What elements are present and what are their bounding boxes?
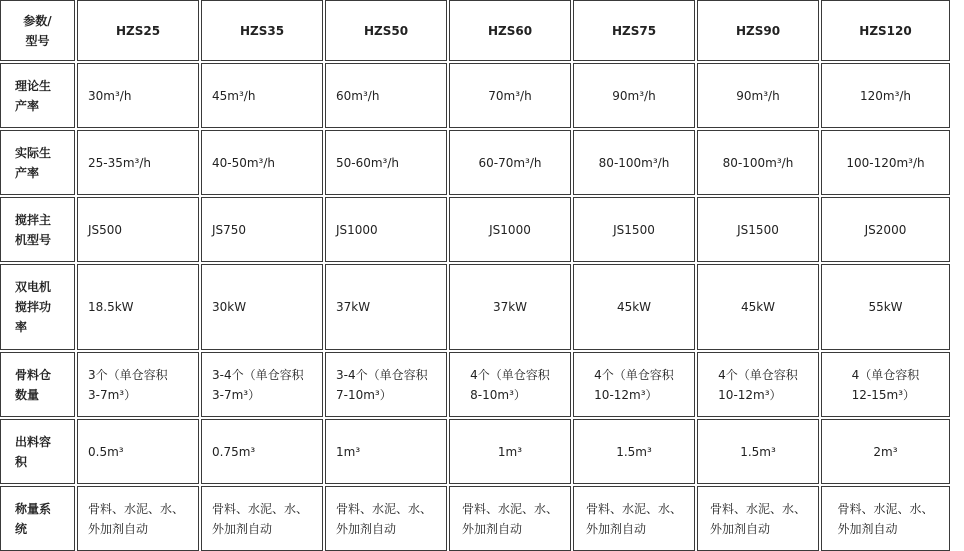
table-cell: 2m³ — [821, 419, 950, 484]
table-cell: 骨料、水泥、水、 外加剂自动 — [201, 486, 323, 551]
model-header: HZS50 — [325, 0, 447, 61]
table-cell: 80-100m³/h — [697, 130, 819, 195]
model-header: HZS60 — [449, 0, 571, 61]
table-cell: 4个（单仓容积 8-10m³） — [449, 352, 571, 417]
row-label-theoretical-productivity: 理论生 产率 — [0, 63, 75, 128]
table-cell: 30kW — [201, 264, 323, 350]
table-cell: 3-4个（单仓容积 3-7m³） — [201, 352, 323, 417]
table-cell: 90m³/h — [697, 63, 819, 128]
model-header: HZS90 — [697, 0, 819, 61]
table-cell: 37kW — [325, 264, 447, 350]
table-cell: 45kW — [697, 264, 819, 350]
table-cell: 0.75m³ — [201, 419, 323, 484]
table-cell: 4个（单仓容积 10-12m³） — [697, 352, 819, 417]
table-cell: 骨料、水泥、水、 外加剂自动 — [449, 486, 571, 551]
table-cell: 100-120m³/h — [821, 130, 950, 195]
table-cell: 骨料、水泥、水、 外加剂自动 — [573, 486, 695, 551]
table-cell: 1m³ — [449, 419, 571, 484]
table-cell: JS1000 — [325, 197, 447, 262]
table-cell: 1m³ — [325, 419, 447, 484]
table-cell: JS500 — [77, 197, 199, 262]
table-cell: 37kW — [449, 264, 571, 350]
table-cell: 4个（单仓容积 10-12m³） — [573, 352, 695, 417]
table-cell: 60m³/h — [325, 63, 447, 128]
table-cell: 40-50m³/h — [201, 130, 323, 195]
table-cell: JS2000 — [821, 197, 950, 262]
row-label-mixer-model: 搅拌主 机型号 — [0, 197, 75, 262]
table-cell: 70m³/h — [449, 63, 571, 128]
table-cell: 1.5m³ — [573, 419, 695, 484]
model-header: HZS35 — [201, 0, 323, 61]
table-cell: JS1000 — [449, 197, 571, 262]
table-cell: 骨料、水泥、水、 外加剂自动 — [325, 486, 447, 551]
row-label-weighing-system: 称量系 统 — [0, 486, 75, 551]
table-cell: 1.5m³ — [697, 419, 819, 484]
table-cell: JS1500 — [573, 197, 695, 262]
table-cell: 50-60m³/h — [325, 130, 447, 195]
table-cell: 55kW — [821, 264, 950, 350]
table-cell: 骨料、水泥、水、 外加剂自动 — [77, 486, 199, 551]
row-label-aggregate-bins: 骨料仓 数量 — [0, 352, 75, 417]
table-cell: 90m³/h — [573, 63, 695, 128]
table-cell: 3个（单仓容积 3-7m³） — [77, 352, 199, 417]
table-cell: 80-100m³/h — [573, 130, 695, 195]
table-cell: JS1500 — [697, 197, 819, 262]
model-header: HZS120 — [821, 0, 950, 61]
table-cell: 骨料、水泥、水、 外加剂自动 — [697, 486, 819, 551]
table-cell: 25-35m³/h — [77, 130, 199, 195]
table-cell: 120m³/h — [821, 63, 950, 128]
table-cell: 45kW — [573, 264, 695, 350]
model-header: HZS25 — [77, 0, 199, 61]
table-cell: 3-4个（单仓容积 7-10m³） — [325, 352, 447, 417]
table-cell: 60-70m³/h — [449, 130, 571, 195]
model-header: HZS75 — [573, 0, 695, 61]
row-label-mixer-power: 双电机 搅拌功 率 — [0, 264, 75, 350]
corner-header: 参数/ 型号 — [0, 0, 75, 61]
row-label-actual-productivity: 实际生 产率 — [0, 130, 75, 195]
table-cell: 30m³/h — [77, 63, 199, 128]
table-cell: 18.5kW — [77, 264, 199, 350]
table-cell: JS750 — [201, 197, 323, 262]
table-cell: 0.5m³ — [77, 419, 199, 484]
table-cell: 45m³/h — [201, 63, 323, 128]
row-label-discharge-volume: 出料容 积 — [0, 419, 75, 484]
table-cell: 骨料、水泥、水、 外加剂自动 — [821, 486, 950, 551]
table-cell: 4（单仓容积 12-15m³） — [821, 352, 950, 417]
